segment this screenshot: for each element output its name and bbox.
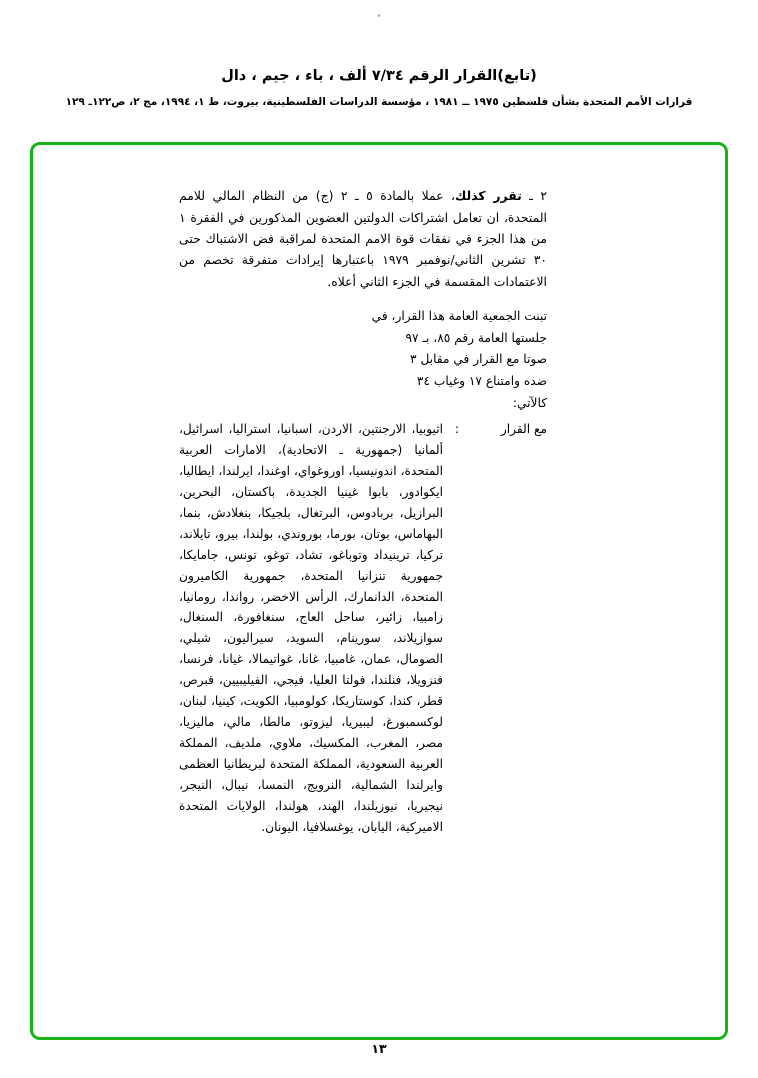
page-top-marker-dot — [378, 14, 381, 17]
document-body — [179, 173, 547, 838]
page-source-citation: قرارات الأمم المتحدة بشأن فلسطين ١٩٧٥ ــ ١٩٨١ ، مؤسسة الدراسات الفلسطينية، بيروت، ط ١، ١٩٩٤، مج ٢، ص١٢٢ـ ١٢٩ — [65, 95, 693, 108]
vote-line: كالآتي: — [512, 395, 547, 410]
supporters-section — [179, 419, 547, 839]
supporters-colon: : — [454, 421, 459, 436]
paragraph-2-number: ٢ ـ — [521, 188, 548, 204]
content-frame — [30, 142, 728, 1040]
vote-line: ضده وامتناع ١٧ وغياب ٣٤ — [416, 374, 547, 389]
supporters-label: مع القرار — [500, 421, 547, 436]
paragraph-2-text: ، عملا بالمادة ٥ ـ ٢ (ج) من النظام المالي للامم المتحدة، ان تعامل اشتراكات الدولتين العضوين المذكورين في الفقرة ١ من هذا الجزء في نفقات قوة الامم المتحدة لمراقبة فض الاشتباك حتى ٣٠ تشرين الثاني/نوفمبر ١٩٧٩ باعتبارها إيرادات متفرقة تخصم من الاعتمادات المقسمة في الجزء الثاني أعلاه. — [179, 188, 547, 289]
paragraph-2-emphasis: تقرر كذلك — [455, 188, 522, 204]
page-title: (تابع)القرار الرقم ٧/٣٤ ألف ، باء ، جيم ، دال — [221, 68, 537, 84]
paragraph-2 — [179, 185, 547, 292]
vote-line: تبنت الجمعية العامة هذا القرار، في — [371, 309, 547, 324]
page-header — [0, 66, 758, 111]
supporters-list: اثيوبيا، الارجنتين، الاردن، اسبانيا، استراليا، اسرائيل، ألمانيا (جمهورية ـ الاتحادية)، الامارات العربية المتحدة، اندونيسيا، اوروغواي، اوغندا، ايرلندا، ايطاليا، ايكوادور، بابوا غينيا الجديدة، باكستان، البحرين، البرازيل، بربادوس، البرتغال، بلجيكا، بنغلادش، بنما، البهاماس، بوتان، بورما، بوروندي، بولندا، بيرو، تايلاند، تركيا، ترينيداد وتوباغو، تشاد، توغو، تونس، جامايكا، جمهورية تنزانيا المتحدة، جمهورية الكاميرون المتحدة، الدانمارك، الرأس الاخضر، رواندا، رومانيا، زامبيا، زائير، ساحل العاج، سنغافورة، السنغال، سوازيلاند، سورينام، السويد، سيراليون، شيلي، الصومال، عمان، غامبيا، غانا، غواتيمالا، غيانا، فرنسا، فنزويلا، فنلندا، فولتا العليا، فيجي، الفيليبيين، قبرص، قطر، كندا، كوستاريكا، كولومبيا، الكويت، كينيا، لبنان، لوكسمبورغ، ليبيريا، ليزوتو، مالطا، مالي، ماليزيا، مصر، المغرب، المكسيك، ملاوي، ملديف، المملكة العربية السعودية، المملكة المتحدة لبريطانيا العظمى وايرلندا الشمالية، النرويج، النمسا، نيبال، النيجر، نيجيريا، نيوزيلندا، الهند، هولندا، الولايات المتحدة الاميركية، اليابان، يوغسلافيا، اليونان. — [179, 421, 443, 835]
vote-line: جلستها العامة رقم ٨٥، بـ ٩٧ — [405, 330, 547, 345]
page-number: ١٣ — [371, 1041, 387, 1056]
vote-line: صوتا مع القرار في مقابل ٣ — [410, 352, 547, 367]
vote-summary — [179, 306, 547, 415]
